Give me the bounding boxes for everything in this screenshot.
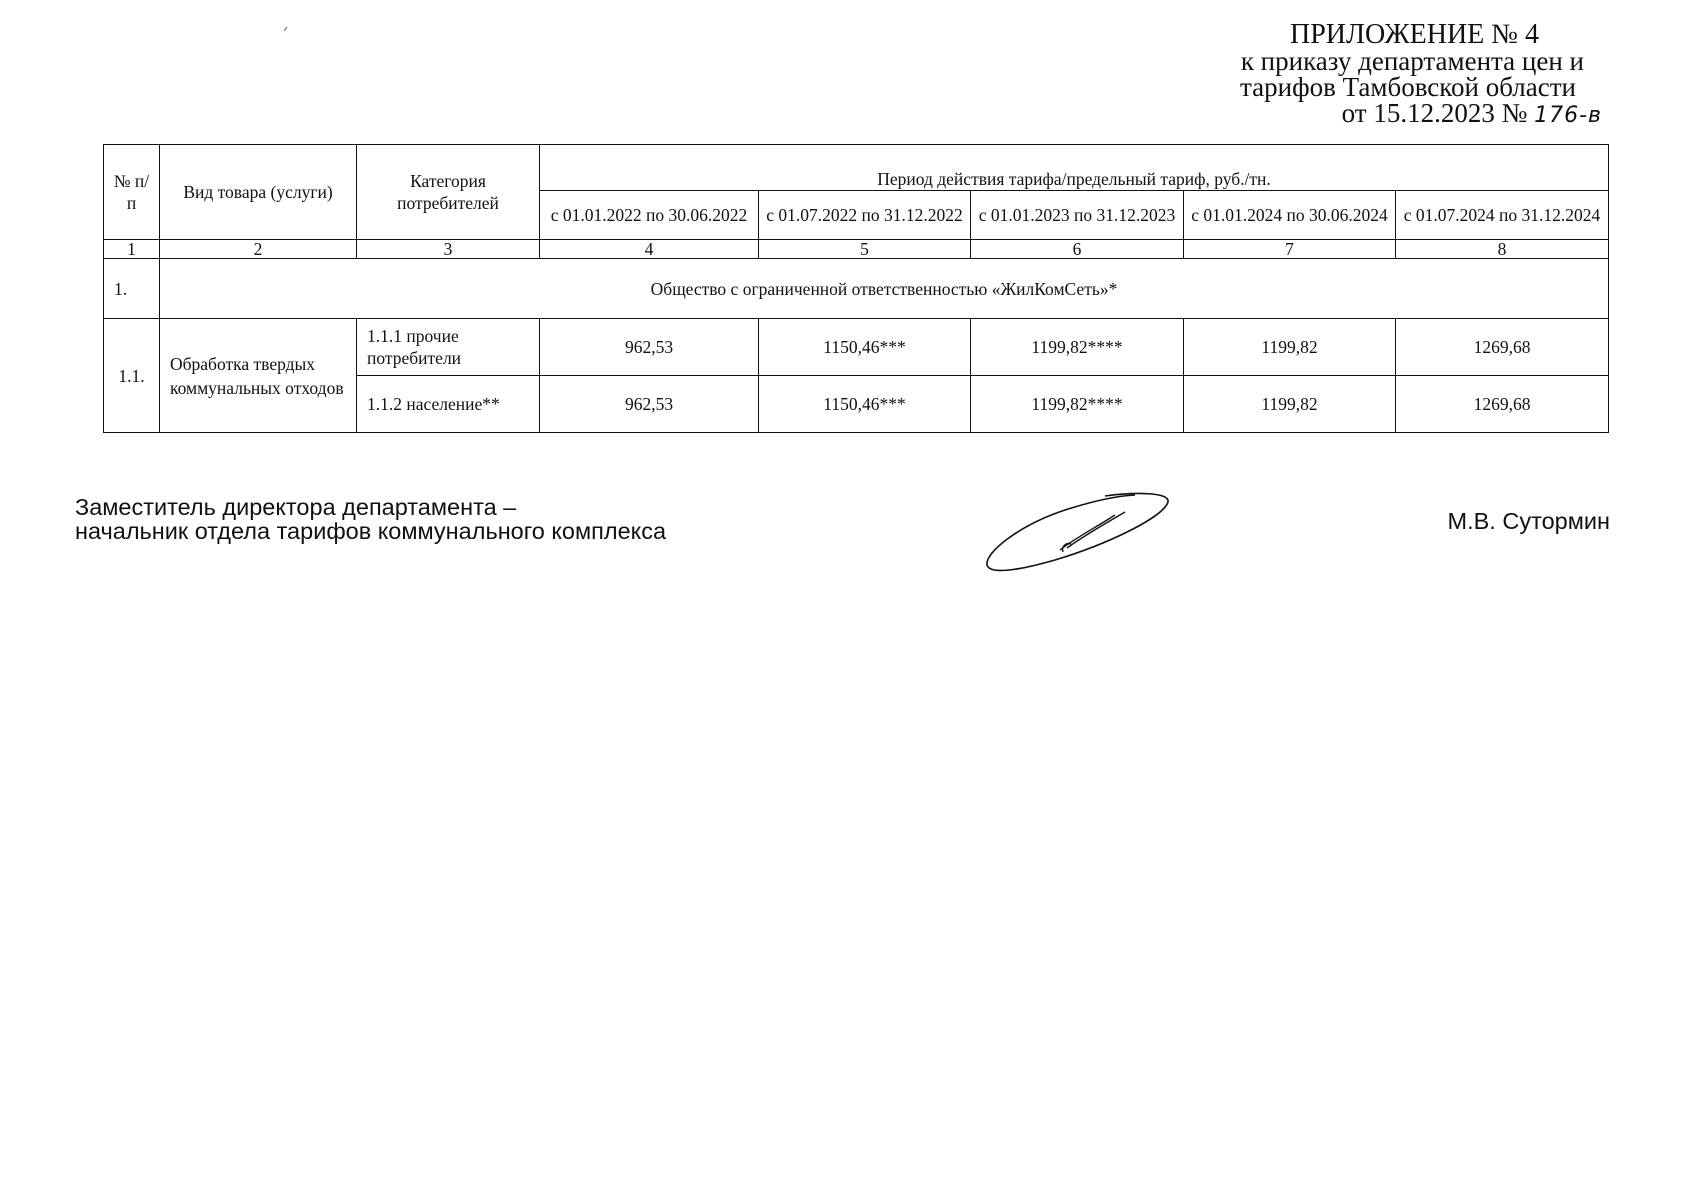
row-category: 1.1.2 население** — [357, 376, 540, 433]
column-number: 4 — [540, 240, 759, 259]
org-number: 1. — [104, 259, 160, 319]
tariff-value: 1150,46*** — [759, 376, 971, 433]
header-goods: Вид товара (услуги) — [160, 145, 357, 240]
header-period-4: с 01.01.2024 по 30.06.2024 — [1184, 191, 1396, 240]
signer-position — [75, 495, 666, 543]
header-period-5: с 01.07.2024 по 31.12.2024 — [1396, 191, 1609, 240]
tariff-value: 1269,68 — [1396, 319, 1609, 376]
tariff-value: 1199,82**** — [971, 376, 1184, 433]
column-number: 8 — [1396, 240, 1609, 259]
column-number: 2 — [160, 240, 357, 259]
item-number: 1.1. — [104, 319, 160, 433]
handwritten-signature — [985, 490, 1175, 575]
column-number: 5 — [759, 240, 971, 259]
signer-name: М.В. Сутормин — [1447, 508, 1610, 534]
tariff-value: 1199,82 — [1184, 376, 1396, 433]
appendix-order-line: к приказу департамента цен и — [1240, 46, 1584, 76]
signer-position-line2: начальник отдела тарифов коммунального комплекса — [75, 518, 667, 544]
order-number: 176-в — [1534, 103, 1602, 128]
column-number: 3 — [357, 240, 540, 259]
appendix-date-line — [1082, 100, 1602, 129]
column-number: 6 — [971, 240, 1184, 259]
header-period: Период действия тарифа/предельный тариф, руб./тн. — [540, 145, 1609, 191]
org-name: Общество с ограниченной ответственностью «ЖилКомСеть»* — [160, 259, 1609, 319]
header-category: Категория потребителей — [357, 145, 540, 240]
column-number: 7 — [1184, 240, 1396, 259]
tariff-value: 962,53 — [540, 376, 759, 433]
tariff-value: 1199,82**** — [971, 319, 1184, 376]
tariff-value: 1150,46*** — [759, 319, 971, 376]
table-row — [104, 319, 1609, 376]
header-num: № п/п — [104, 145, 160, 240]
tariff-value: 1269,68 — [1396, 376, 1609, 433]
tariff-table — [103, 144, 1609, 433]
appendix-date: от 15.12.2023 № — [1341, 98, 1528, 128]
signer-position-line1: Заместитель директора департамента – — [75, 494, 517, 520]
tariff-value: 962,53 — [540, 319, 759, 376]
appendix-header — [1082, 19, 1602, 129]
appendix-department-line: тарифов Тамбовской области — [1240, 72, 1576, 102]
header-period-3: с 01.01.2023 по 31.12.2023 — [971, 191, 1184, 240]
item-goods: Обработка твердых коммунальных отходов — [160, 319, 357, 433]
column-number: 1 — [104, 240, 160, 259]
appendix-title: ПРИЛОЖЕНИЕ № 4 — [1290, 19, 1539, 50]
column-numbers-row — [104, 240, 1609, 259]
stray-mark — [283, 26, 289, 32]
tariff-value: 1199,82 — [1184, 319, 1396, 376]
header-period-1: с 01.01.2022 по 30.06.2022 — [540, 191, 759, 240]
organization-row — [104, 259, 1609, 319]
row-category: 1.1.1 прочие потребители — [357, 319, 540, 376]
header-period-2: с 01.07.2022 по 31.12.2022 — [759, 191, 971, 240]
